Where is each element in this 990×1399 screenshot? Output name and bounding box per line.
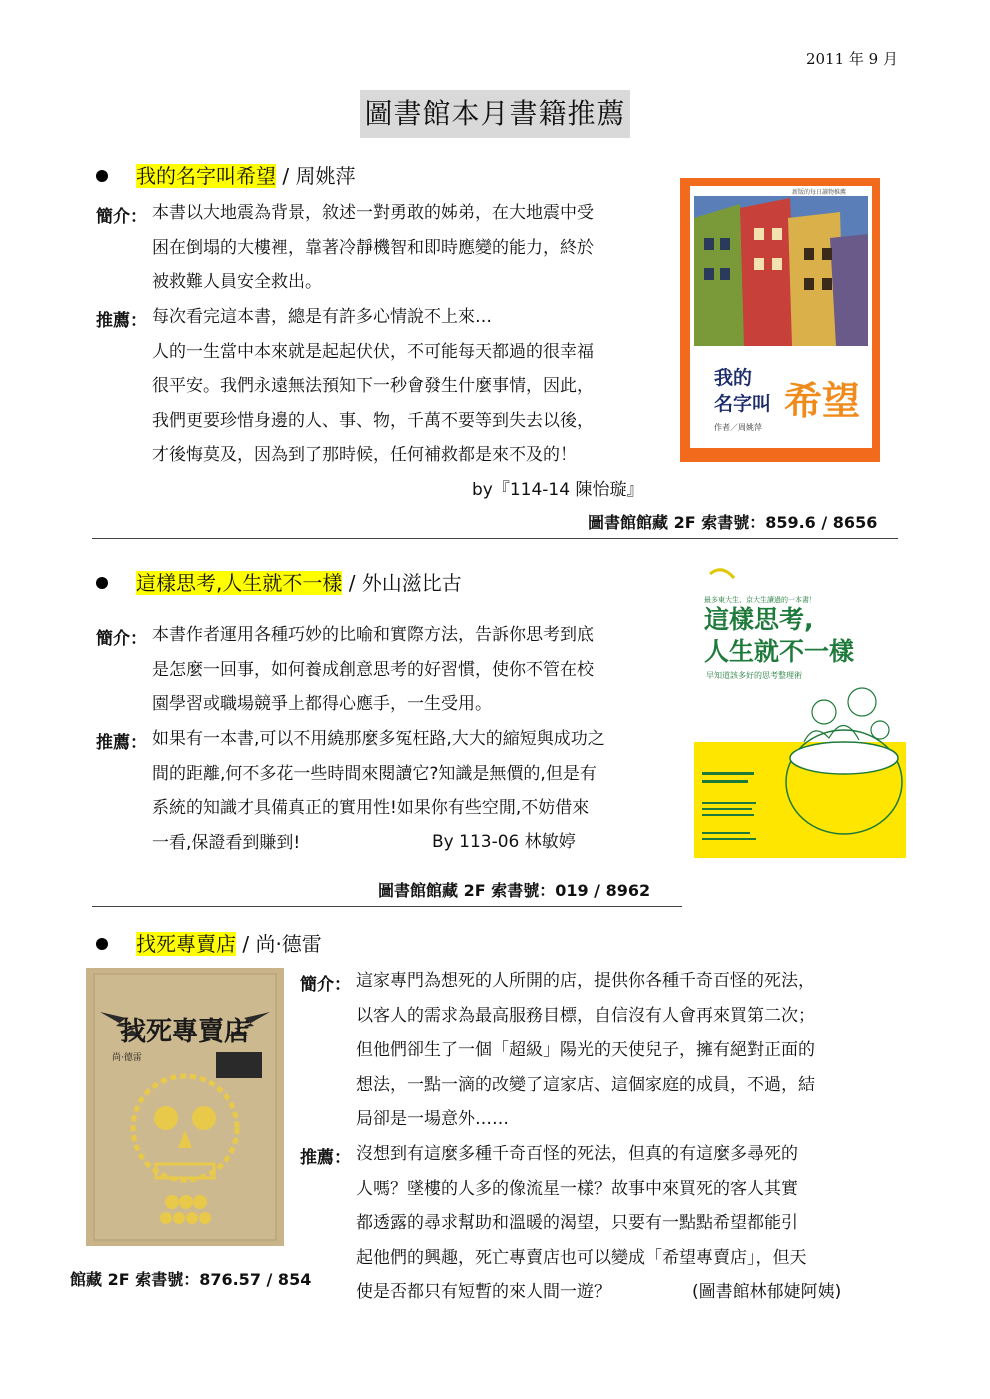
book-1-recommend-label: 推薦： bbox=[96, 311, 147, 331]
book-2-cover bbox=[694, 562, 906, 858]
book-2-intro-line: 本書作者運用各種巧妙的比喻和實際方法，告訴你思考到底 bbox=[152, 625, 594, 645]
book-1-recommender: by『114-14 陳怡璇』 bbox=[472, 480, 644, 500]
book-3-intro-line: 以客人的需求為最高服務目標，自信沒有人會再來買第二次； bbox=[356, 1005, 815, 1026]
book-2-cover-top: 最多東大生、京大生讀過的一本書！ bbox=[704, 596, 816, 604]
book-2-recommend-line: 一看,保證看到賺到! bbox=[152, 832, 301, 853]
book-2-recommend-label: 推薦： bbox=[96, 733, 147, 753]
book-2-intro-line: 是怎麼一回事，如何養成創意思考的好習慣，使你不管在校 bbox=[152, 659, 594, 680]
book-1-cover-title-1: 我的 bbox=[714, 367, 753, 389]
book-2-author: 外山滋比古 bbox=[361, 571, 462, 595]
book-1-heading bbox=[96, 160, 355, 189]
book-2-recommend-line: 如果有一本書,可以不用繞那麼多冤枉路,大大的縮短與成功之 bbox=[152, 729, 605, 749]
book-3-cover bbox=[86, 968, 284, 1246]
book-3-intro bbox=[356, 964, 815, 1137]
book-2-cover-title-2: 人生就不一樣 bbox=[704, 637, 855, 666]
book-1-intro bbox=[152, 196, 594, 300]
book-3-recommend-line: 都透露的尋求幫助和溫暖的渴望，只要有一點點希望都能引 bbox=[356, 1213, 798, 1233]
book-1-intro-line: 被救難人員安全救出。 bbox=[152, 272, 322, 292]
book-1-intro-label: 簡介： bbox=[96, 207, 147, 227]
book-1-title: 我的名字叫希望 bbox=[136, 164, 276, 188]
book-1-intro-line: 本書以大地震為背景，敘述一對勇敢的姊弟，在大地震中受 bbox=[152, 203, 594, 223]
bullet-icon bbox=[96, 577, 108, 589]
divider bbox=[92, 538, 898, 539]
book-3-heading bbox=[96, 928, 322, 957]
book-3-separator: / bbox=[236, 932, 256, 956]
book-2-cover-title-1: 這樣思考, bbox=[704, 605, 814, 634]
book-3-intro-label: 簡介： bbox=[300, 975, 351, 995]
book-3-recommender: (圖書館林郁婕阿姨) bbox=[692, 1282, 842, 1302]
book-1-cover-tag: 新版的每日讀物推薦 bbox=[792, 189, 847, 196]
book-2-recommend-line: 間的距離,何不多花一些時間來閱讀它?知識是無價的,但是有 bbox=[152, 763, 597, 784]
book-1-cover bbox=[680, 178, 880, 462]
book-2-title: 這樣思考,人生就不一樣 bbox=[136, 571, 343, 595]
book-3-recommend-label: 推薦： bbox=[300, 1148, 351, 1168]
book-1-cover-big: 希望 bbox=[784, 379, 861, 423]
book-3-intro-line: 局卻是一場意外…… bbox=[356, 1109, 509, 1129]
book-3-recommend-line: 使是否都只有短暫的來人間一遊？ bbox=[356, 1282, 611, 1302]
book-3-cover-title: 找死專賣店 bbox=[119, 1017, 251, 1047]
book-2-call-number: 圖書館館藏 2F 索書號：019 / 8962 bbox=[378, 881, 651, 900]
book-2-heading bbox=[96, 567, 462, 596]
book-1-author: 周姚萍 bbox=[295, 164, 356, 188]
book-1-call-number: 圖書館館藏 2F 索書號：859.6 / 8656 bbox=[588, 513, 878, 532]
book-1-cover-author: 作者／周姚萍 bbox=[714, 423, 762, 432]
book-1-recommend-line: 每次看完這本書，總是有許多心情說不上來… bbox=[152, 307, 492, 327]
page-title: 圖書館本月書籍推薦 bbox=[360, 90, 630, 138]
book-2-recommender: By 113-06 林敏婷 bbox=[432, 832, 576, 852]
page-date: 2011 年 9 月 bbox=[805, 50, 898, 68]
book-3-intro-line: 但他們卻生了一個「超級」陽光的天使兒子，擁有絕對正面的 bbox=[356, 1040, 815, 1060]
book-2-intro-label: 簡介： bbox=[96, 629, 147, 649]
book-3-recommend-line: 人嗎？墜樓的人多的像流星一樣？故事中來買死的客人其實 bbox=[356, 1178, 798, 1199]
book-1-cover-title-2: 名字叫 bbox=[714, 393, 772, 415]
book-1-recommend-line: 才後悔莫及，因為到了那時候，任何補救都是來不及的！ bbox=[152, 445, 577, 465]
book-2-cover-subtitle: 早知道該多好的思考整理術 bbox=[706, 671, 802, 680]
book-1-cover-art bbox=[680, 178, 880, 462]
book-3-intro-line: 想法，一點一滴的改變了這家店、這個家庭的成員，不過，結 bbox=[356, 1074, 815, 1095]
book-3-recommend-line: 起他們的興趣，死亡專賣店也可以變成「希望專賣店」，但天 bbox=[356, 1247, 807, 1268]
book-3-cover-art bbox=[86, 968, 284, 1246]
book-1-recommend bbox=[152, 300, 594, 473]
book-3-recommend-line: 沒想到有這麼多種千奇百怪的死法，但真的有這麼多尋死的 bbox=[356, 1144, 798, 1164]
book-2-intro bbox=[152, 618, 594, 722]
divider bbox=[92, 906, 682, 907]
book-3-call-number: 館藏 2F 索書號：876.57 / 854 bbox=[70, 1270, 312, 1289]
book-2-intro-line: 園學習或職場競爭上都得心應手，一生受用。 bbox=[152, 694, 492, 714]
book-1-recommend-line: 人的一生當中本來就是起起伏伏，不可能每天都過的很幸福 bbox=[152, 341, 594, 362]
bullet-icon bbox=[96, 938, 108, 950]
book-1-recommend-line: 很平安。我們永遠無法預知下一秒會發生什麼事情，因此， bbox=[152, 376, 594, 396]
bullet-icon bbox=[96, 170, 108, 182]
book-2-cover-art bbox=[694, 562, 906, 858]
book-3-title: 找死專賣店 bbox=[136, 932, 236, 956]
book-1-recommend-line: 我們更要珍惜身邊的人、事、物，千萬不要等到失去以後， bbox=[152, 410, 594, 431]
book-1-separator: / bbox=[276, 164, 296, 188]
book-2-recommend-line: 系統的知識才具備真正的實用性!如果你有些空閒,不妨借來 bbox=[152, 798, 590, 818]
book-2-separator: / bbox=[342, 571, 362, 595]
book-3-author: 尚·德雷 bbox=[255, 932, 322, 956]
book-1-intro-line: 困在倒塌的大樓裡，靠著冷靜機智和即時應變的能力，終於 bbox=[152, 237, 594, 258]
book-3-cover-author: 尚·德雷 bbox=[112, 1053, 142, 1063]
book-3-intro-line: 這家專門為想死的人所開的店，提供你各種千奇百怪的死法， bbox=[356, 971, 815, 991]
